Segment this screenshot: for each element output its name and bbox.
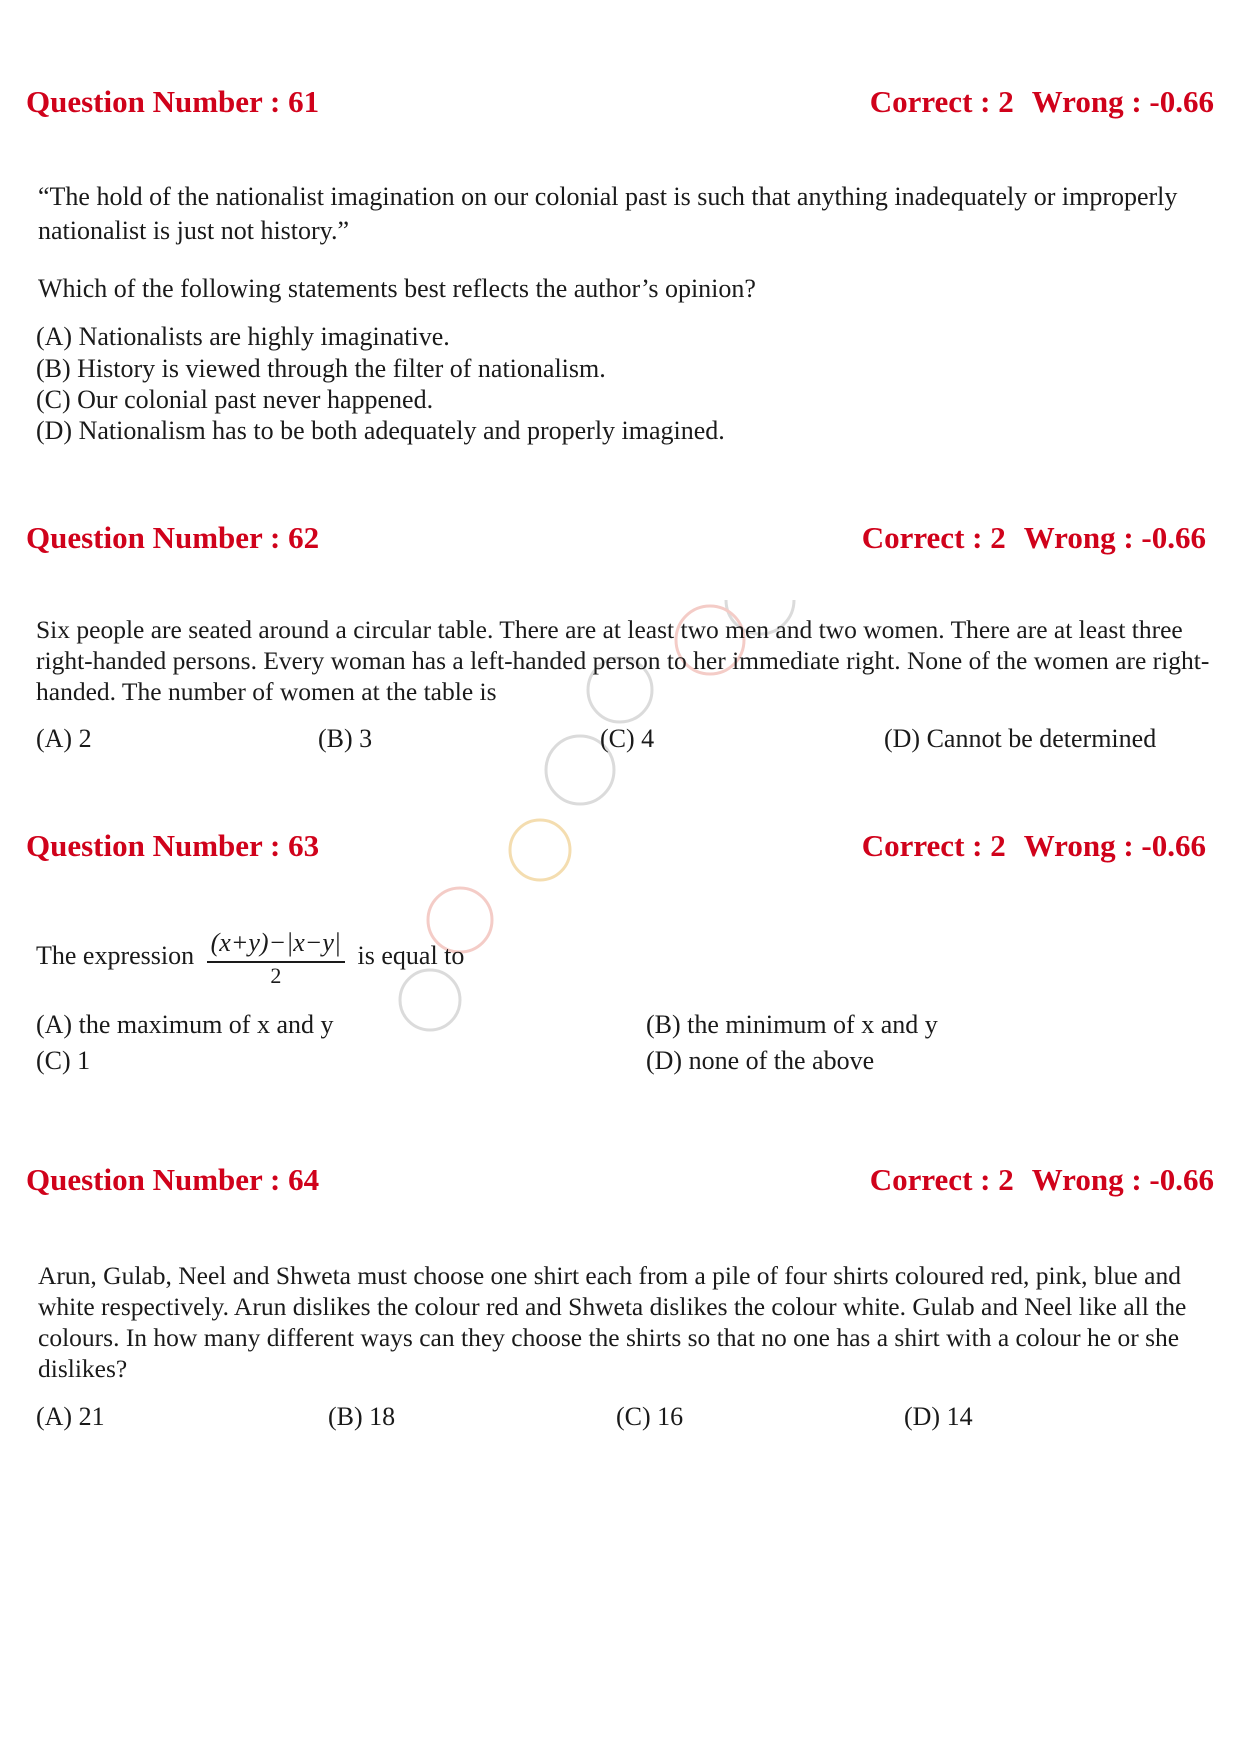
question-63-suffix: is equal to <box>357 941 465 970</box>
question-61-marks <box>870 84 1214 120</box>
question-63-option-d: (D) none of the above <box>646 1046 875 1075</box>
question-63-correct: Correct : 2 <box>861 828 1006 863</box>
question-63-fraction <box>207 927 345 989</box>
question-62-header <box>26 520 1206 560</box>
question-62-option-b: (B) 3 <box>318 724 373 753</box>
question-63-title: Question Number : 63 <box>26 828 320 863</box>
question-62-marks <box>862 520 1206 556</box>
question-64-option-b: (B) 18 <box>328 1402 396 1431</box>
question-61-prompt: Which of the following statements best reflects the author’s opinion? <box>38 274 756 303</box>
question-61-option-a: (A) Nationalists are highly imaginative. <box>36 322 450 351</box>
question-63-option-c: (C) 1 <box>36 1046 91 1075</box>
question-63-marks <box>862 828 1206 864</box>
question-61-header <box>26 84 1214 124</box>
question-61-option-b: (B) History is viewed through the filter of nationalism. <box>36 354 606 383</box>
question-62-correct: Correct : 2 <box>861 520 1006 555</box>
question-62-option-c: (C) 4 <box>600 724 655 753</box>
question-64-wrong: Wrong : -0.66 <box>1031 1162 1214 1197</box>
question-62-option-a: (A) 2 <box>36 724 92 753</box>
question-64-passage: Arun, Gulab, Neel and Shweta must choose one shirt each from a pile of four shirts coloured red, pink, blue and white respectively. Arun dislikes the colour red and Shweta dislikes the colour white. Gulab and Neel like all the colours. In how many different ways can they choose the shirts so that no one has a shirt with a colour he or she dislikes? <box>38 1261 1187 1383</box>
question-64-header <box>26 1162 1214 1202</box>
question-61-passage: “The hold of the nationalist imagination on our colonial past is such that anything inadequately or improperly nationalist is just not history.” <box>38 182 1178 245</box>
question-63-expression <box>36 924 464 989</box>
question-61-wrong: Wrong : -0.66 <box>1031 84 1214 119</box>
question-62-option-d: (D) Cannot be determined <box>884 724 1157 753</box>
question-62-wrong: Wrong : -0.66 <box>1023 520 1206 555</box>
question-61-correct: Correct : 2 <box>869 84 1014 119</box>
question-63-numerator: (x+y)−|x−y| <box>207 927 345 963</box>
question-64-marks <box>870 1162 1214 1198</box>
question-63-denominator: 2 <box>270 963 282 989</box>
question-62-passage: Six people are seated around a circular table. There are at least two men and two women. There are at least three right-handed persons. Every woman has a left-handed person to her immediate right. None of the women are right-handed. The number of women at the table is <box>36 615 1210 706</box>
question-63-wrong: Wrong : -0.66 <box>1023 828 1206 863</box>
question-64-title: Question Number : 64 <box>26 1162 320 1197</box>
question-61-option-c: (C) Our colonial past never happened. <box>36 385 434 414</box>
question-64-option-c: (C) 16 <box>616 1402 684 1431</box>
question-63-header <box>26 828 1206 868</box>
question-63-option-b: (B) the minimum of x and y <box>646 1010 938 1039</box>
question-64-option-a: (A) 21 <box>36 1402 105 1431</box>
question-63-prefix: The expression <box>36 941 195 970</box>
question-62-title: Question Number : 62 <box>26 520 320 555</box>
question-61-title: Question Number : 61 <box>26 84 320 119</box>
question-64-correct: Correct : 2 <box>869 1162 1014 1197</box>
question-61-option-d: (D) Nationalism has to be both adequately and properly imagined. <box>36 416 725 445</box>
question-64-option-d: (D) 14 <box>904 1402 973 1431</box>
question-63-option-a: (A) the maximum of x and y <box>36 1010 334 1039</box>
